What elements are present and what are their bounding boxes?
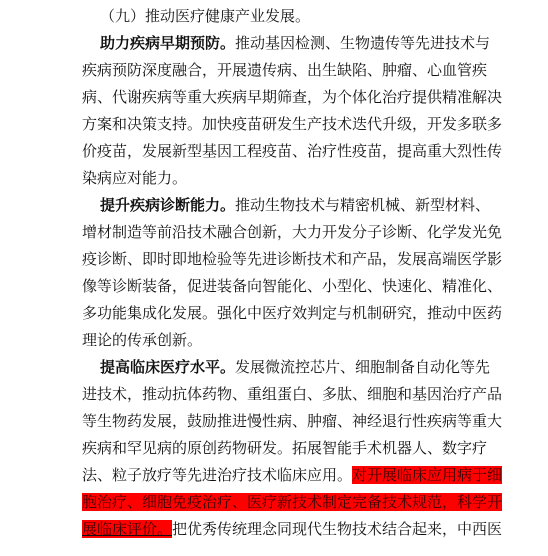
paragraph-3-line-7 xyxy=(82,516,503,543)
paragraph-2-line-5: 多功能集成化发展。强化中医疗效判定与机制研究，推动中医药 xyxy=(82,304,503,322)
paragraph-3-first-rest: 发展微流控芯片、细胞制备自动化等先 xyxy=(235,358,491,376)
paragraph-3-line-6 xyxy=(82,489,503,516)
paragraph-3-line-5-plain: 法、粒子放疗等先进治疗技术临床应用。 xyxy=(82,466,353,484)
paragraph-2-line-6: 理论的传承创新。 xyxy=(82,331,203,349)
paragraph-2-line-1 xyxy=(100,192,491,219)
section-heading: （九）推动医疗健康产业发展。 xyxy=(100,7,311,25)
paragraph-1-line-5: 价疫苗，发展新型基因工程疫苗、治疗性疫苗，提高重大烈性传 xyxy=(82,142,503,160)
paragraph-2-lead: 提升疾病诊断能力。 xyxy=(100,196,236,214)
paragraph-1-line-4: 方案和决策支持。加快疫苗研发生产技术迭代升级，开发多联多 xyxy=(82,115,503,133)
paragraph-3-line-4: 疾病和罕见病的原创药物研发。拓展智能手术机器人、数字疗 xyxy=(82,439,488,457)
paragraph-3-line-5 xyxy=(82,462,503,489)
paragraph-1-line-1 xyxy=(100,30,491,57)
paragraph-1-line-2: 疾病预防深度融合，开展遗传病、出生缺陷、肿瘤、心血管疾 xyxy=(82,61,488,79)
paragraph-2-line-2: 增材制造等前沿技术融合创新，大力开发分子诊断、化学发光免 xyxy=(82,223,503,241)
paragraph-3-lead: 提高临床医疗水平。 xyxy=(100,358,236,376)
paragraph-1-line-3: 病、代谢疾病等重大疾病早期筛查，为个体化治疗提供精准解决 xyxy=(82,88,503,106)
paragraph-3-line-7-rest: 把优秀传统理念同现代生物技术结合起来，中西医 xyxy=(172,520,503,538)
paragraph-2-line-4: 像等诊断装备，促进装备向智能化、小型化、快速化、精准化、 xyxy=(82,277,503,295)
highlighted-text-3: 展临床评价。 xyxy=(82,520,173,538)
highlighted-text-2: 胞治疗、细胞免疫治疗、医疗新技术制定完备技术规范，科学开 xyxy=(82,493,503,511)
paragraph-3-line-1 xyxy=(100,354,491,381)
paragraph-1-line-6: 染病应对能力。 xyxy=(82,169,188,187)
paragraph-1-first-rest: 推动基因检测、生物遗传等先进技术与 xyxy=(235,34,491,52)
paragraph-2-line-3: 疫诊断、即时即地检验等先进诊断技术和产品，发展高端医学影 xyxy=(82,250,503,268)
paragraph-3-line-2: 进技术，推动抗体药物、重组蛋白、多肽、细胞和基因治疗产品 xyxy=(82,385,503,403)
paragraph-2-first-rest: 推动生物技术与精密机械、新型材料、 xyxy=(235,196,491,214)
paragraph-3-line-3: 等生物药发展，鼓励推进慢性病、肿瘤、神经退行性疾病等重大 xyxy=(82,412,503,430)
paragraph-1-lead: 助力疾病早期预防。 xyxy=(100,34,236,52)
highlighted-text-1: 对开展临床应用病于细 xyxy=(352,466,503,484)
